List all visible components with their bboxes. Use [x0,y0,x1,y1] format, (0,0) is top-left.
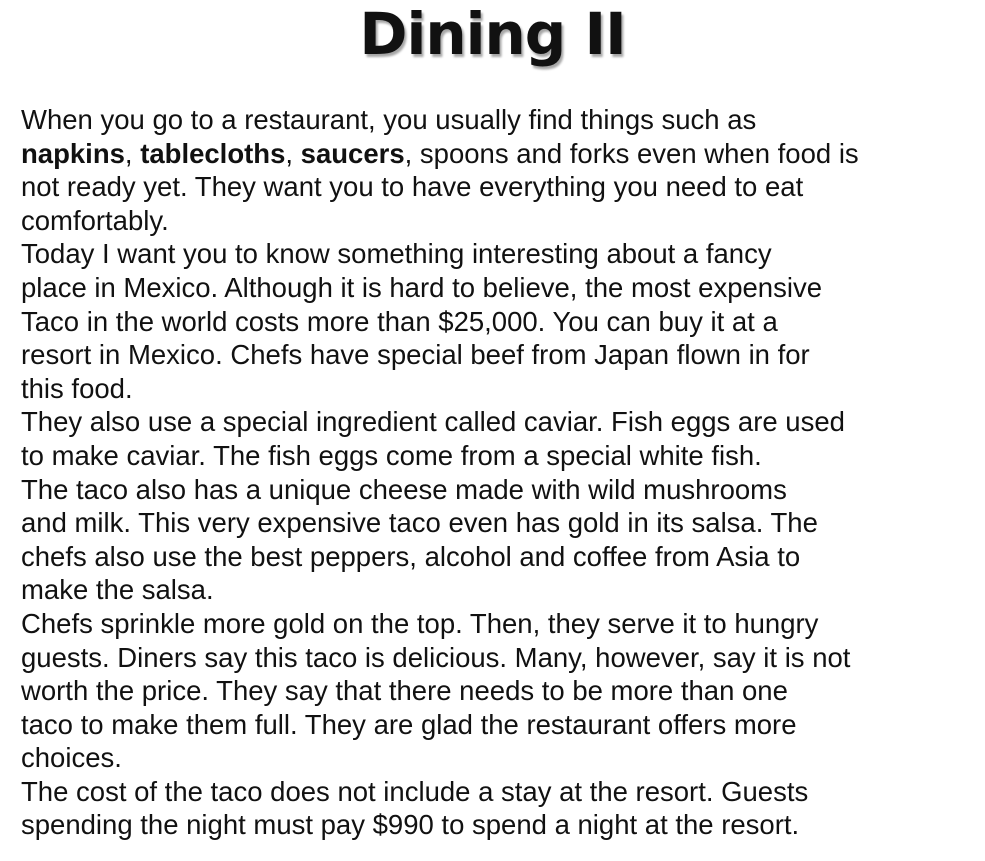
text-segment: The cost of the taco does not include a stay at the resort. Guests [21,775,809,807]
paragraph [21,607,976,775]
page-title: Dining II [359,0,626,68]
text-line [21,775,976,809]
paragraph [21,237,976,405]
paragraph [21,103,976,237]
text-segment: worth the price. They say that there needs to be more than one [21,675,788,707]
text-segment: The taco also has a unique cheese made with wild mushrooms [21,473,787,505]
vocabulary-word: napkins [21,137,125,169]
text-segment: chefs also use the best peppers, alcohol and coffee from Asia to [21,540,801,572]
text-line [21,540,976,574]
article-body [21,103,976,842]
text-segment: , [285,137,301,169]
text-segment: Chefs sprinkle more gold on the top. Then, they serve it to hungry [21,607,819,639]
text-line [21,405,976,439]
paragraph [21,405,976,472]
text-segment: They also use a special ingredient called caviar. Fish eggs are used [21,406,845,438]
text-segment: to make caviar. The fish eggs come from a special white fish. [21,439,762,471]
text-segment: resort in Mexico. Chefs have special beef from Japan flown in for [21,339,810,371]
text-line [21,607,976,641]
text-line [21,708,976,742]
text-line [21,372,976,406]
text-line [21,808,976,842]
text-segment: not ready yet. They want you to have everything you need to eat [21,171,804,203]
text-line [21,573,976,607]
text-line [21,137,976,171]
text-segment: Taco in the world costs more than $25,000. You can buy it at a [21,305,778,337]
text-line [21,170,976,204]
text-segment: When you go to a restaurant, you usually find things such as [21,104,757,135]
text-line [21,741,976,775]
paragraph [21,775,976,842]
text-segment: comfortably. [21,204,169,236]
text-segment: , spoons and forks even when food is [404,137,859,169]
text-segment: choices. [21,742,122,774]
text-line [21,237,976,271]
text-segment: place in Mexico. Although it is hard to believe, the most expensive [21,271,823,303]
text-line [21,103,976,137]
text-segment: taco to make them full. They are glad the restaurant offers more [21,708,797,740]
text-line [21,506,976,540]
text-segment: guests. Diners say this taco is delicious. Many, however, say it is not [21,641,851,673]
text-segment: and milk. This very expensive taco even has gold in its salsa. The [21,507,818,539]
paragraph [21,473,976,607]
text-segment: , [124,137,141,169]
text-segment: this food. [21,372,133,404]
text-line [21,641,976,675]
text-line [21,271,976,305]
text-line [21,338,976,372]
text-line [21,439,976,473]
vocabulary-word: tablecloths [140,137,286,169]
text-segment: Today I want you to know something interesting about a fancy [21,238,772,270]
text-line [21,305,976,339]
text-segment: spending the night must pay $990 to spend a night at the resort. [21,809,800,841]
vocabulary-word: saucers [300,137,405,169]
text-line [21,473,976,507]
text-line [21,674,976,708]
text-segment: make the salsa. [21,574,214,606]
text-line [21,204,976,238]
